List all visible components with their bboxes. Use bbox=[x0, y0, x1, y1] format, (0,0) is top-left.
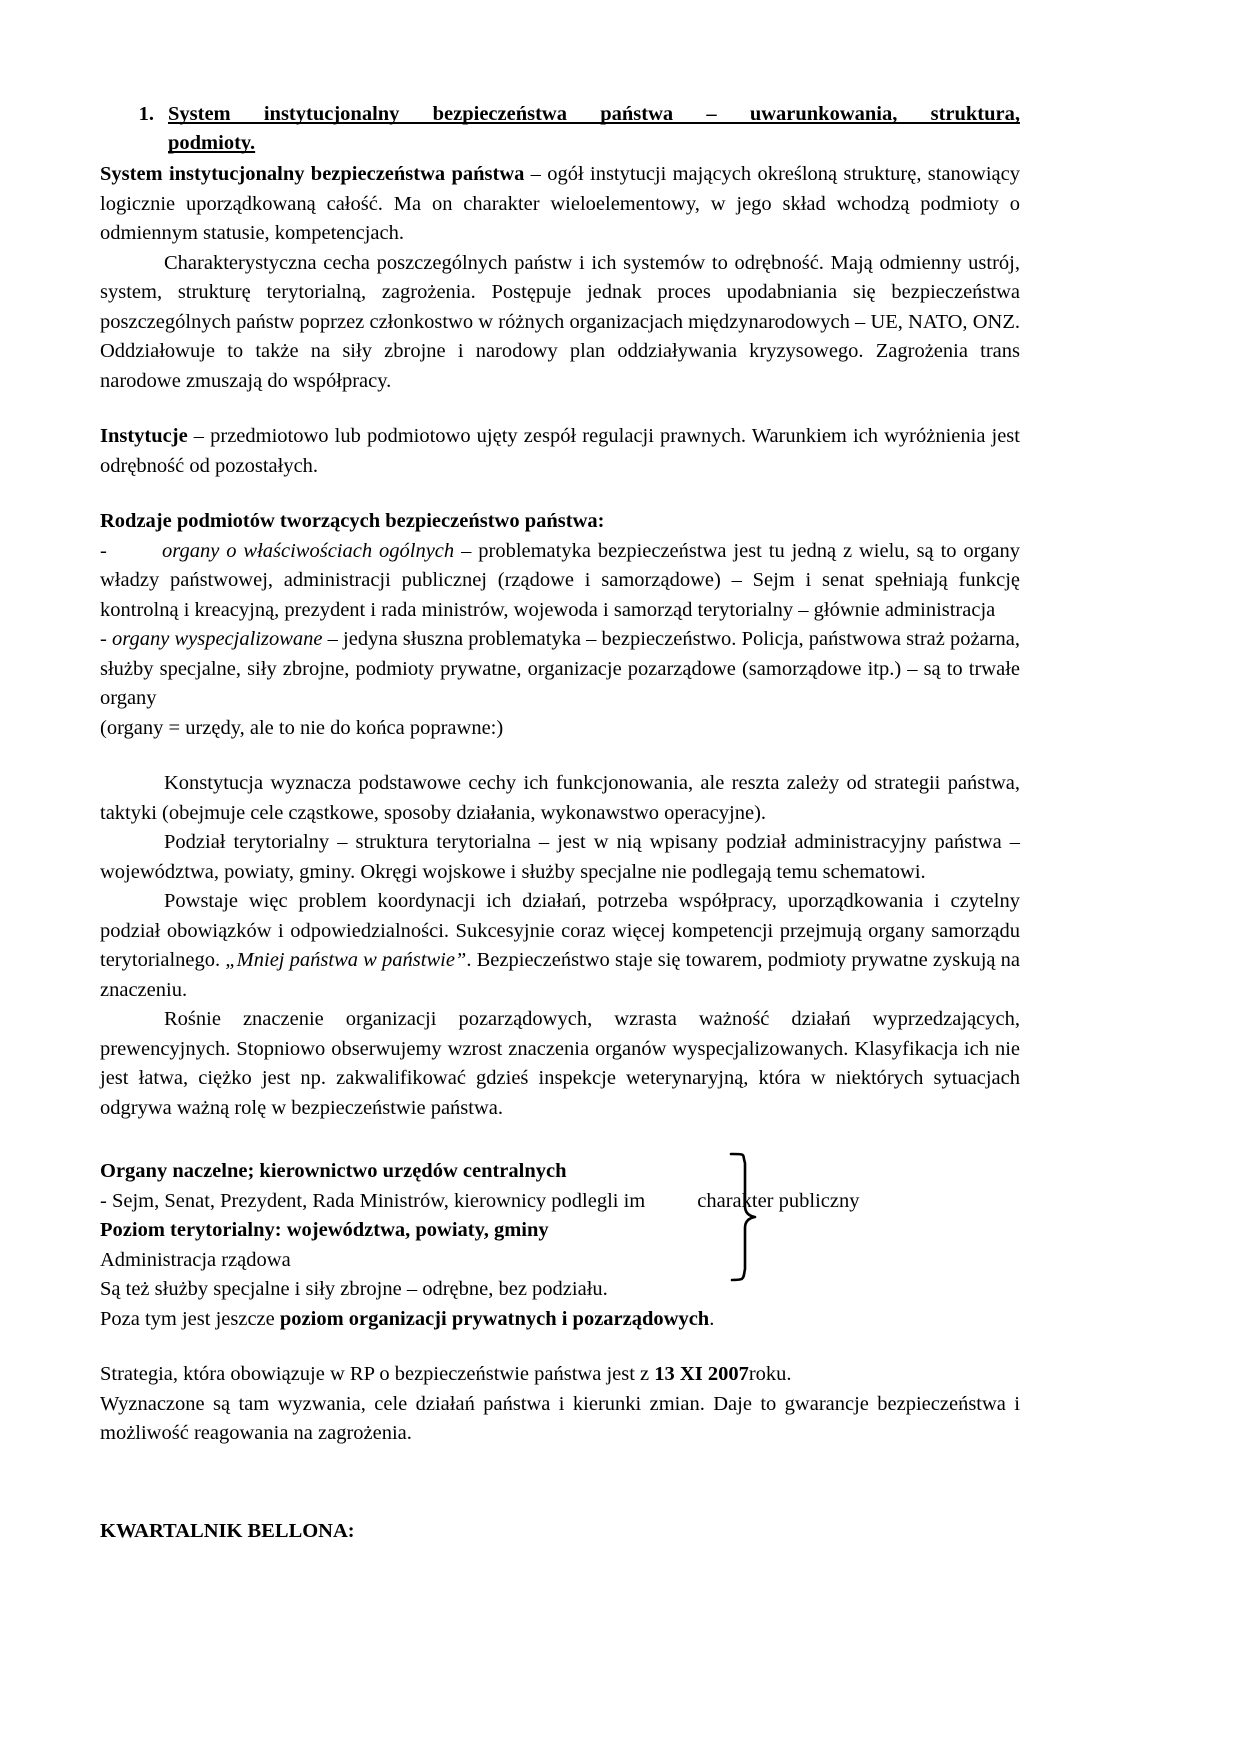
brace-line-organy-naczelne-text: Organy naczelne; kierownictwo urzędów centralnych bbox=[100, 1160, 567, 1182]
spacer-6 bbox=[100, 1449, 1020, 1483]
paragraph-charakterystyczna: Charakterystyczna cecha poszczególnych państw i ich systemów to odrębność. Mają odmienny ustrój, system, strukturę terytorialną, zagrożenia. Postępuje jednak proces upodabniania się bezpieczeństwa poszczególnych państw poprzez członkostwo w różnych organizacjach międzynarodowych – UE, NATO, ONZ. Oddziałowuje to także na siły zbrojne i narodowy plan oddziaływania kryzysowego. Zagrożenia trans narodowe zmuszają do współpracy. bbox=[100, 251, 1020, 392]
term-poziom-organizacji-prywatnych: poziom organizacji prywatnych i pozarządowych bbox=[279, 1307, 710, 1330]
spacer-3 bbox=[100, 743, 1020, 769]
footer-heading-kwartalnik-text: KWARTALNIK BELLONA: bbox=[100, 1519, 355, 1542]
paragraph-powstaje-problem-text-b: . Bezpieczeństwo staje się towarem, podmioty prywatne zyskują na znaczeniu. bbox=[100, 949, 1021, 1001]
brace-line-sluzby-specjalne: Są też służby specjalne i siły zbrojne – odrębne, bez podziału. bbox=[100, 1278, 608, 1300]
spacer-7 bbox=[100, 1483, 1020, 1517]
paragraph-wyznaczone: Wyznaczone są tam wyzwania, cele działań państwa i kierunki zmian. Daje to gwarancje bezpieczeństwa i możliwość reagowania na zagrożenia. bbox=[100, 1392, 1020, 1444]
paragraph-powstaje-problem-text-a: Powstaje więc problem koordynacji ich działań, potrzeba współpracy, uporządkowania i czytelny podział obowiązków i odpowiedzialności. Sukcesyjnie coraz więcej kompetencji przejmują organy samorządu terytorialnego. bbox=[100, 890, 1020, 971]
brace-line-organy-naczelne bbox=[100, 1157, 1020, 1187]
list-item-organy-ogolne-text: – problematyka bezpieczeństwa jest tu jedną z wielu, są to organy władzy państwowej, administracji publicznej (rządowe i samorządowe) – Sejm i senat spełniają funkcję kontrolną i kreacyjną, prezydent i rada ministrów, wojewoda i samorząd terytorialny – głównie administracja bbox=[100, 539, 1020, 621]
list-item-organy-wyspecjalizowane-text: – jedyna słuszna problematyka – bezpieczeństwo. Policja, państwowa straż pożarna, służby specjalne, siły zbrojne, podmioty prywatne, organizacje pozarządowe (samorządowe itp.) – są to trwałe organy bbox=[100, 628, 1020, 709]
paragraph-strategia-text-b: roku. bbox=[748, 1363, 792, 1385]
paragraph-konstytucja: Konstytucja wyznacza podstawowe cechy ich funkcjonowania, ale reszta zależy od strategii państwa, taktyki (obejmuje cele cząstkowe, sposoby działania, wykonawstwo operacyjne). bbox=[100, 772, 1020, 824]
section-heading-1 bbox=[100, 100, 1020, 158]
heading-line-1: System instytucjonalny bezpieczeństwa państwa – uwarunkowania, struktura, bbox=[168, 103, 1020, 125]
date-13-xi-2007: 13 XI 2007 bbox=[654, 1363, 749, 1385]
spacer-4 bbox=[100, 1123, 1020, 1157]
paragraph-definition-system bbox=[100, 160, 1020, 249]
quote-mniej-panstwa: „Mniej państwa w państwie” bbox=[225, 949, 467, 971]
paragraph-definition-system-text: – ogół instytucji mających określoną strukturę, stanowiący logicznie uporządkowaną całość. Ma on charakter wieloelementowy, w jego skład wchodzą podmioty o odmiennym statusie, kompetencjach. bbox=[100, 163, 1020, 244]
paragraph-strategia bbox=[100, 1360, 1020, 1390]
brace-label-charakter-publiczny: charakter publiczny bbox=[697, 1189, 860, 1212]
brace-line-poza-tym-text-a: Poza tym jest jeszcze bbox=[100, 1307, 280, 1330]
brace-line-poziom-terytorialny-text: Poziom terytorialny: województwa, powiaty, gminy bbox=[100, 1219, 549, 1241]
term-instytucje: Instytucje bbox=[100, 425, 188, 447]
heading-title bbox=[168, 100, 1020, 158]
paragraph-podzial-terytorialny: Podział terytorialny – struktura terytorialna – jest w nią wpisany podział administracyjny państwa – województwa, powiaty, gminy. Okręgi wojskowe i służby specjalne nie podlegają temu schematowi. bbox=[100, 831, 1020, 883]
paragraph-instytucje bbox=[100, 422, 1020, 481]
brace-line-sejm-senat bbox=[100, 1187, 1020, 1217]
spacer-2 bbox=[100, 481, 1020, 507]
brace-line-poza-tym-text-b: . bbox=[709, 1307, 715, 1330]
brace-line-administracja-rzadowa: Administracja rządowa bbox=[100, 1248, 291, 1271]
paragraph-rosnie-znaczenie: Rośnie znaczenie organizacji pozarządowych, wzrasta ważność działań wyprzedzających, prewencyjnych. Stopniowo obserwujemy wzrost znaczenia organów wyspecjalizowanych. Klasyfikacja ich nie jest łatwa, ciężko jest np. zakwalifikować gdzieś inspekcje weterynaryjną, która w niektórych sytuacjach odgrywa ważną rolę w bezpieczeństwie państwa. bbox=[100, 1008, 1020, 1119]
paragraph-instytucje-text: – przedmiotowo lub podmiotowo ujęty zespół regulacji prawnych. Warunkiem ich wyróżnienia jest odrębność od pozostałych. bbox=[100, 425, 1020, 477]
list-marker-dash-2: - bbox=[100, 628, 112, 650]
note-organy-urzedy: (organy = urzędy, ale to nie do końca poprawne:) bbox=[100, 716, 504, 739]
term-system-instytucjonalny: System instytucjonalny bezpieczeństwa państwa bbox=[100, 163, 525, 185]
term-organy-wyspecjalizowane: organy wyspecjalizowane bbox=[111, 628, 323, 650]
brace-line-poza-tym bbox=[100, 1305, 1020, 1335]
list-item-organy-ogolne bbox=[100, 537, 1020, 626]
document-content bbox=[100, 100, 1020, 1546]
brace-grouping-block bbox=[100, 1157, 1020, 1334]
list-item-organy-wyspecjalizowane bbox=[100, 625, 1020, 714]
paragraph-powstaje-problem bbox=[100, 887, 1020, 1005]
term-organy-o-wlasciwosciach-ogolnych: organy o właściwościach ogólnych bbox=[162, 539, 455, 562]
spacer-5 bbox=[100, 1334, 1020, 1360]
paragraph-strategia-text-a: Strategia, która obowiązuje w RP o bezpieczeństwie państwa jest z bbox=[100, 1363, 655, 1385]
spacer-1 bbox=[100, 396, 1020, 422]
list-marker-dash: - bbox=[100, 539, 107, 562]
brace-line-sejm-senat-text: - Sejm, Senat, Prezydent, Rada Ministrów, kierownicy podlegli im bbox=[100, 1189, 646, 1212]
footer-heading-kwartalnik bbox=[100, 1517, 1020, 1547]
heading-number: 1. bbox=[138, 103, 154, 125]
brace-line-poziom-terytorialny bbox=[100, 1216, 1020, 1246]
subsection-heading-rodzaje-text: Rodzaje podmiotów tworzących bezpieczeństwo państwa: bbox=[100, 510, 605, 532]
heading-line-2: podmioty. bbox=[168, 132, 256, 154]
subsection-heading-rodzaje bbox=[100, 507, 1020, 537]
